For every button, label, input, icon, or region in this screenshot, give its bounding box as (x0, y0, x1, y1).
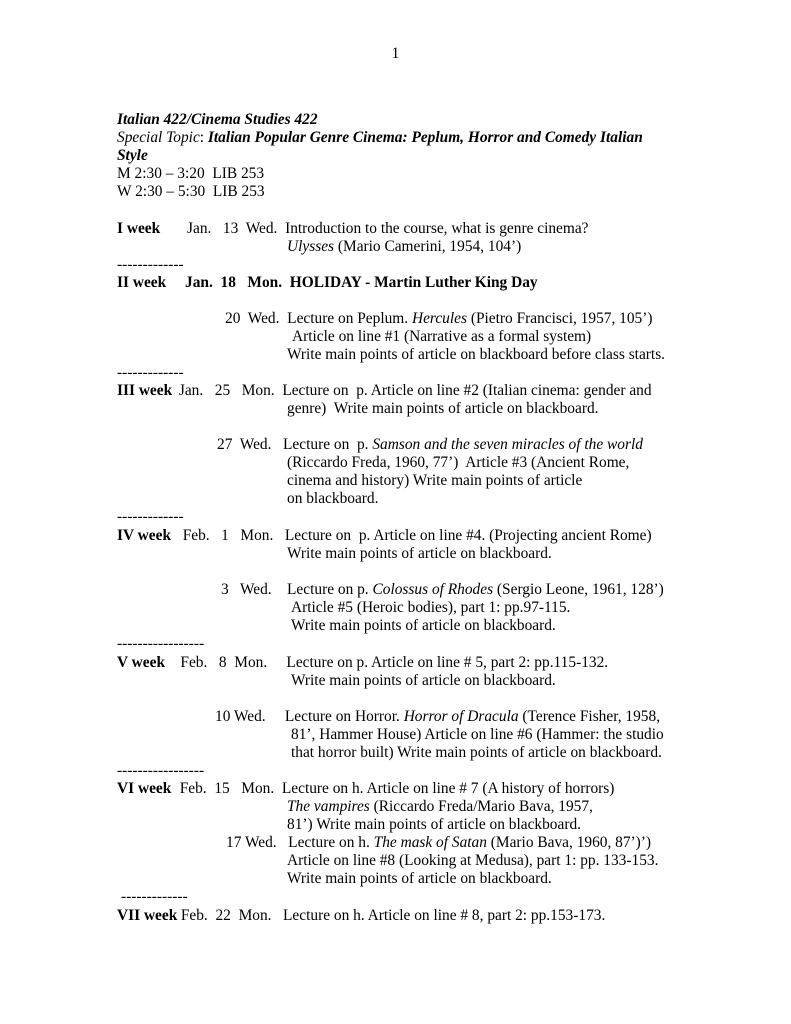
week-entry (185, 274, 538, 292)
special-topic-colon: : (199, 129, 208, 146)
entry-text: Lecture on Horror. (284, 708, 404, 725)
separator: ----------------- (117, 762, 205, 779)
entry-date: Jan. 25 Mon. (175, 382, 283, 399)
film-details: (Riccardo Freda/Mario Bava, 1957, (369, 798, 593, 815)
day-entry (221, 581, 664, 599)
film-details: (Mario Camerini, 1954, 104’) (334, 238, 522, 255)
schedule-wednesday: W 2:30 – 5:30 LIB 253 (117, 183, 265, 200)
entry-text: Lecture on p. (283, 436, 373, 453)
film-details: (Mario Bava, 1960, 87’)’) (486, 834, 652, 851)
special-topic-label: Special Topic (117, 129, 200, 146)
week-entry (172, 780, 614, 798)
separator: ------------- (121, 888, 188, 905)
entry-text: Write main points of article on blackboard. (291, 617, 556, 634)
entry-text: Introduction to the course, what is genre cinema? (285, 220, 589, 237)
page-number: 1 (391, 45, 400, 62)
entry-text: (Riccardo Freda, 1960, 77’) Article #3 (Ancient Rome, (287, 454, 630, 471)
film-title: Colossus of Rhodes (372, 581, 494, 598)
separator: ------------- (117, 256, 184, 273)
film-title: Ulysses (287, 238, 335, 255)
week-label: II week (117, 274, 167, 291)
film-title: The mask of Satan (373, 834, 487, 851)
entry-text: Write main points of article on blackboard. (291, 672, 556, 689)
entry-text: Lecture on h. (288, 834, 374, 851)
entry-date: 17 Wed. (226, 834, 289, 851)
entry-date: 10 Wed. (215, 708, 285, 725)
film-line (287, 238, 521, 256)
film-details: (Sergio Leone, 1961, 128’) (493, 581, 664, 598)
film-details: (Pietro Francisci, 1957, 105’) (466, 310, 653, 327)
week-label: VI week (117, 780, 172, 797)
film-details: (Terence Fisher, 1958, (518, 708, 661, 725)
day-entry (215, 708, 660, 726)
entry-text: Lecture on Peplum. (287, 310, 412, 327)
entry-text: that horror built) Write main points of article on blackboard. (291, 744, 662, 761)
entry-text: 81’) Write main points of article on blackboard. (287, 816, 581, 833)
entry-text: Article on line #8 (Looking at Medusa), part 1: pp. 133-153. (287, 852, 659, 869)
day-entry (225, 310, 653, 328)
special-topic-title-cont: Style (117, 147, 148, 164)
entry-text: Lecture on p. Article on line #4. (Projecting ancient Rome) (284, 527, 652, 544)
entry-text: Lecture on p. (287, 581, 373, 598)
entry-date: Jan. 13 Wed. (187, 220, 286, 237)
entry-text: Write main points of article on blackboard before class starts. (287, 346, 666, 363)
week-entry (175, 382, 652, 400)
holiday-text: HOLIDAY - Martin Luther King Day (289, 274, 538, 291)
film-title: Hercules (411, 310, 467, 327)
special-topic-line (117, 129, 643, 147)
entry-text: on blackboard. (287, 490, 379, 507)
entry-text: genre) Write main points of article on blackboard. (287, 400, 599, 417)
week-entry (175, 527, 652, 545)
week-entry (165, 654, 608, 672)
separator: ----------------- (117, 635, 205, 652)
entry-text: Article on line #1 (Narrative as a formal system) (292, 328, 592, 345)
week-label: I week (117, 220, 161, 237)
entry-text: Lecture on h. Article on line # 7 (A history of horrors) (281, 780, 615, 797)
entry-date: Jan. 18 Mon. (185, 274, 290, 291)
film-line (287, 798, 593, 816)
course-title: Italian 422/Cinema Studies 422 (117, 111, 318, 128)
entry-text: Lecture on h. Article on line # 8, part 2: pp.153-173. (283, 907, 606, 924)
week-label: III week (117, 382, 173, 399)
separator: ------------- (117, 364, 184, 381)
day-entry (217, 436, 643, 454)
entry-date: 27 Wed. (217, 436, 284, 453)
entry-text: Write main points of article on blackboard. (287, 870, 552, 887)
entry-text: cinema and history) Write main points of article (287, 472, 583, 489)
entry-date: Feb. 15 Mon. (172, 780, 282, 797)
entry-date: Feb. 8 Mon. (165, 654, 287, 671)
entry-text: Write main points of article on blackboard. (287, 545, 552, 562)
entry-date: Feb. 1 Mon. (175, 527, 285, 544)
entry-text: 81’, Hammer House) Article on line #6 (Hammer: the studio (291, 726, 664, 743)
entry-text: Article #5 (Heroic bodies), part 1: pp.97-115. (291, 599, 571, 616)
schedule-monday: M 2:30 – 3:20 LIB 253 (117, 165, 265, 182)
film-title: The vampires (287, 798, 370, 815)
entry-date: 20 Wed. (225, 310, 288, 327)
film-title: Horror of Dracula (403, 708, 519, 725)
special-topic-title: Italian Popular Genre Cinema: Peplum, Horror and Comedy Italian (207, 129, 643, 146)
week-label: V week (117, 654, 166, 671)
week-label: VII week (117, 907, 178, 924)
week-entry (187, 220, 589, 238)
film-title: Samson and the seven miracles of the world (372, 436, 643, 453)
entry-text: Lecture on p. Article on line # 5, part 2: pp.115-132. (286, 654, 609, 671)
day-entry (226, 834, 651, 852)
entry-date: Feb. 22 Mon. (177, 907, 284, 924)
week-entry (177, 907, 605, 925)
entry-text: Lecture on p. Article on line #2 (Italian cinema: gender and (282, 382, 652, 399)
separator: ------------- (117, 508, 184, 525)
entry-date: 3 Wed. (221, 581, 288, 598)
week-label: IV week (117, 527, 172, 544)
